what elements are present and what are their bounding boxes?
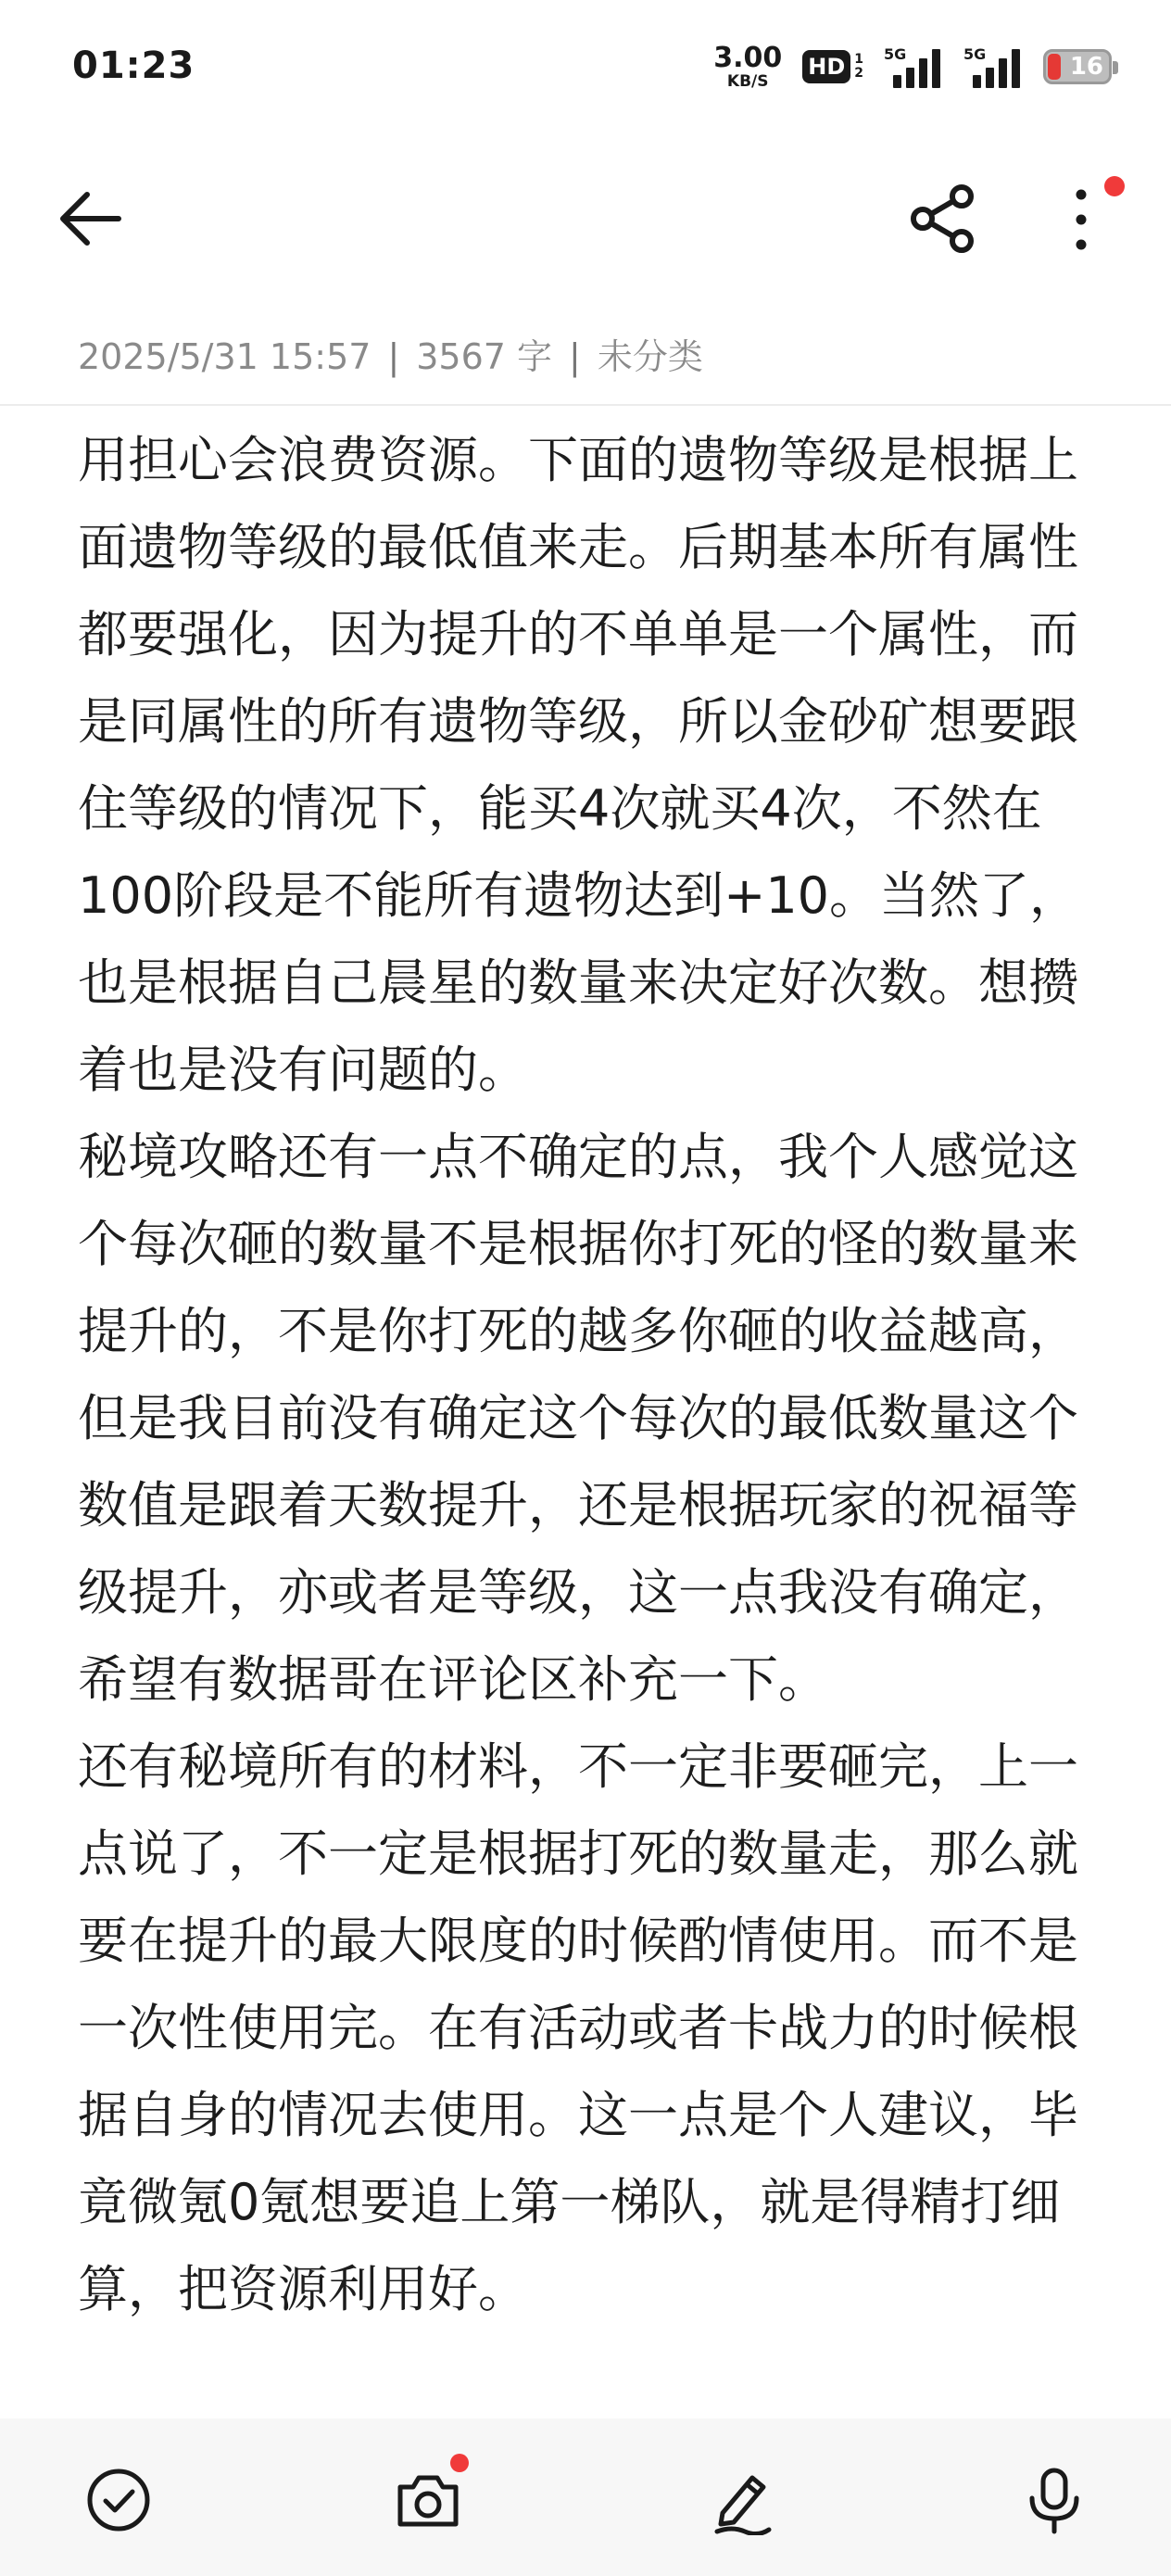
note-paragraph: 还有秘境所有的材料，不一定非要砸完，上一点说了，不一定是根据打死的数量走，那么就要在提升的最大限度的时候酌情使用。而不是一次性使用完。在有活动或者卡战力的时候根据自身的情况去使用。这一点是个人建议，毕竟微氪0氪想要追上第一梯队，就是得精打细算，把资源利用好。 <box>78 1737 1078 2318</box>
status-bar <box>0 0 1171 139</box>
signal-1-label: 5G <box>884 45 907 63</box>
bottom-toolbar <box>0 2418 1171 2576</box>
note-paragraph: 秘境攻略还有一点不确定的点，我个人感觉这个每次砸的数量不是根据你打死的怪的数量来提升的，不是你打死的越多你砸的收益越高，但是我目前没有确定这个每次的最低数量这个数值是跟着天数提升，还是根据玩家的祝福等级提升，亦或者是等级，这一点我没有确定，希望有数据哥在评论区补充一下。 <box>78 1128 1078 1709</box>
header-divider <box>0 404 1171 406</box>
battery-level: 16 <box>1069 53 1103 81</box>
hd-voice-icon <box>802 50 863 83</box>
back-arrow-icon[interactable] <box>57 189 122 248</box>
note-meta <box>78 328 703 379</box>
hd-sub-top: 1 <box>854 51 863 67</box>
note-category[interactable]: 未分类 <box>597 336 703 377</box>
status-time: 01:23 <box>72 44 195 87</box>
note-paragraph: 用担心会浪费资源。下面的遗物等级是根据上面遗物等级的最低值来走。后期基本所有属性都要强化，因为提升的不单单是一个属性，而是同属性的所有遗物等级，所以金砂矿想要跟住等级的情况下，能买4次就买4次，不然在100阶段是不能所有遗物达到+10。当然了，也是根据自己晨星的数量来决定好次数。想攒着也是没有问题的。 <box>78 431 1080 1099</box>
meta-separator: | <box>569 336 581 377</box>
more-notification-dot <box>1104 176 1125 196</box>
camera-icon[interactable] <box>393 2465 463 2535</box>
network-speed-value: 3.00 <box>713 41 783 74</box>
more-vertical-icon[interactable] <box>1067 185 1095 254</box>
share-icon[interactable] <box>910 183 976 254</box>
signal-2-label: 5G <box>963 45 987 63</box>
pen-icon[interactable] <box>708 2465 778 2535</box>
checklist-icon[interactable] <box>83 2465 154 2535</box>
note-date: 2025/5/31 15:57 <box>78 336 371 377</box>
hd-label: HD <box>802 50 850 83</box>
network-speed <box>713 41 783 91</box>
camera-notification-dot <box>450 2454 469 2472</box>
status-icons <box>713 43 1112 91</box>
network-speed-unit: KB/S <box>726 71 769 91</box>
signal-icon-2 <box>963 45 1023 88</box>
hd-sub-bottom: 2 <box>854 66 863 81</box>
note-word-count: 3567 字 <box>416 336 553 377</box>
note-body[interactable] <box>78 417 1106 2333</box>
microphone-icon[interactable] <box>1019 2465 1089 2535</box>
meta-separator: | <box>387 336 400 377</box>
signal-icon-1 <box>884 45 943 88</box>
battery-icon <box>1043 49 1112 84</box>
